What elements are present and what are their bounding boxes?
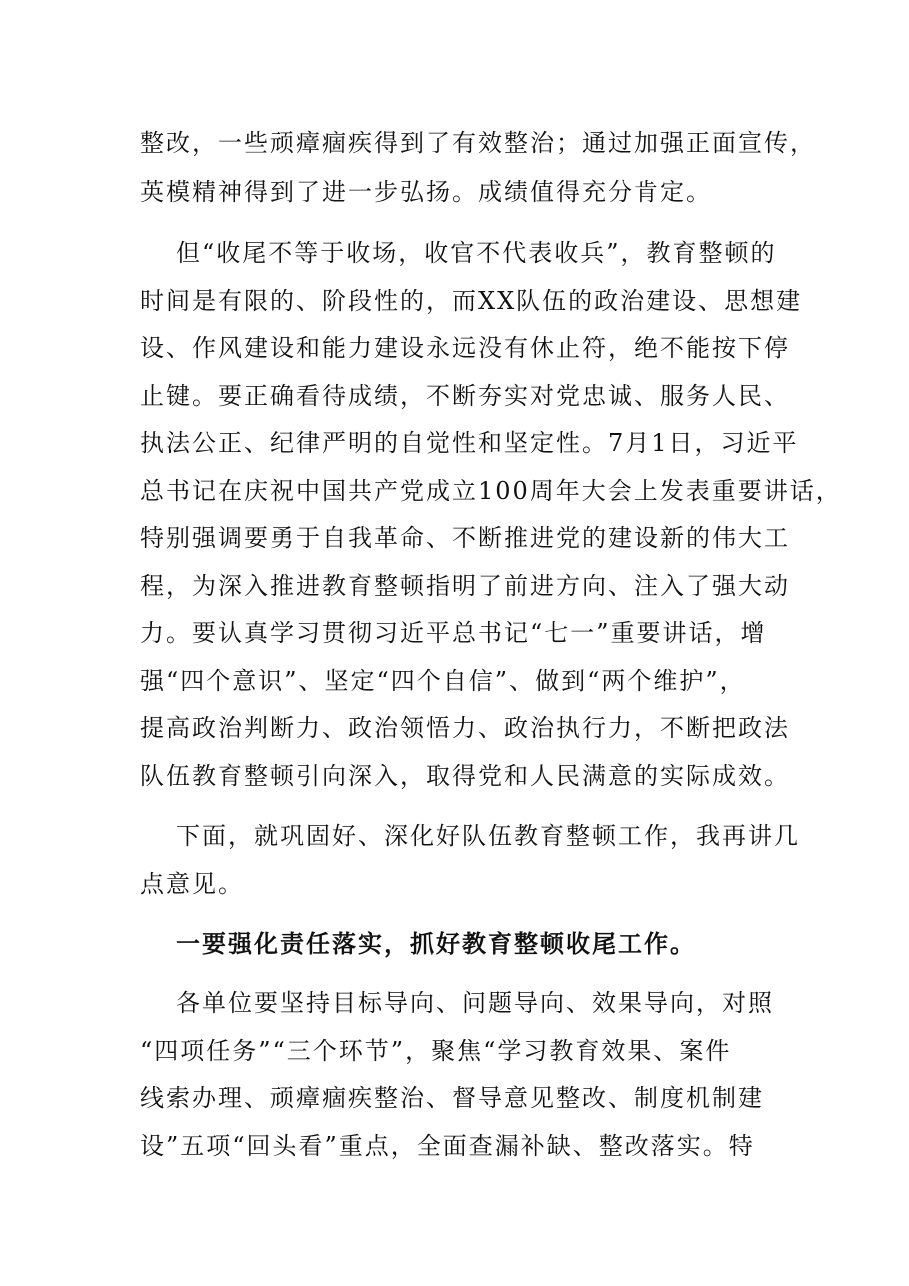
text-line: 设、作风建设和能力建设永远没有休止符，绝不能按下停: [140, 334, 790, 362]
text-line: 时间是有限的、阶段性的，而XX队伍的政治建设、思想建: [140, 287, 803, 315]
text-line: 提高政治判断力、政治领悟力、政治执行力，不断把政法: [140, 714, 790, 742]
text-line: 力。要认真学习贯彻习近平总书记“七一”重要讲话，增: [140, 619, 767, 647]
text-line: 执法公正、纪律严明的自觉性和坚定性。7月1日，习近平: [140, 429, 799, 457]
text-line: 程，为深入推进教育整顿指明了前进方向、注入了强大动: [140, 572, 790, 600]
paragraph-start-line: 但“收尾不等于收场，收官不代表收兵”，教育整顿的: [176, 239, 777, 267]
text-line: 线索办理、顽瘴痼疾整治、督导意见整改、制度机制建: [140, 1084, 764, 1112]
text-line: 整改，一些顽瘴痼疾得到了有效整治；通过加强正面宣传，: [140, 129, 816, 157]
text-line: 设”五项“回头看”重点，全面查漏补缺、整改落实。特: [140, 1132, 755, 1160]
text-line: 强“四个意识”、坚定“四个自信”、做到“两个维护”，: [140, 667, 746, 695]
text-line: 止键。要正确看待成绩，不断夯实对党忠诚、服务人民、: [140, 382, 790, 410]
text-line: 特别强调要勇于自我革命、不断推进党的建设新的伟大工: [140, 524, 790, 552]
text-line: “四项任务”“三个环节”，聚焦“学习教育效果、案件: [140, 1037, 732, 1065]
paragraph-start-line: 各单位要坚持目标导向、问题导向、效果导向，对照: [176, 989, 774, 1017]
paragraph-start-line: 下面，就巩固好、深化好队伍教育整顿工作，我再讲几: [176, 822, 800, 850]
text-line: 英模精神得到了进一步弘扬。成绩值得充分肯定。: [140, 178, 712, 206]
text-line: 总书记在庆祝中国共产党成立100周年大会上发表重要讲话，: [140, 477, 842, 505]
section-heading: 一要强化责任落实，抓好教育整顿收尾工作。: [176, 929, 696, 958]
text-line: 点意见。: [140, 870, 244, 898]
text-line: 队伍教育整顿引向深入，取得党和人民满意的实际成效。: [140, 762, 790, 790]
